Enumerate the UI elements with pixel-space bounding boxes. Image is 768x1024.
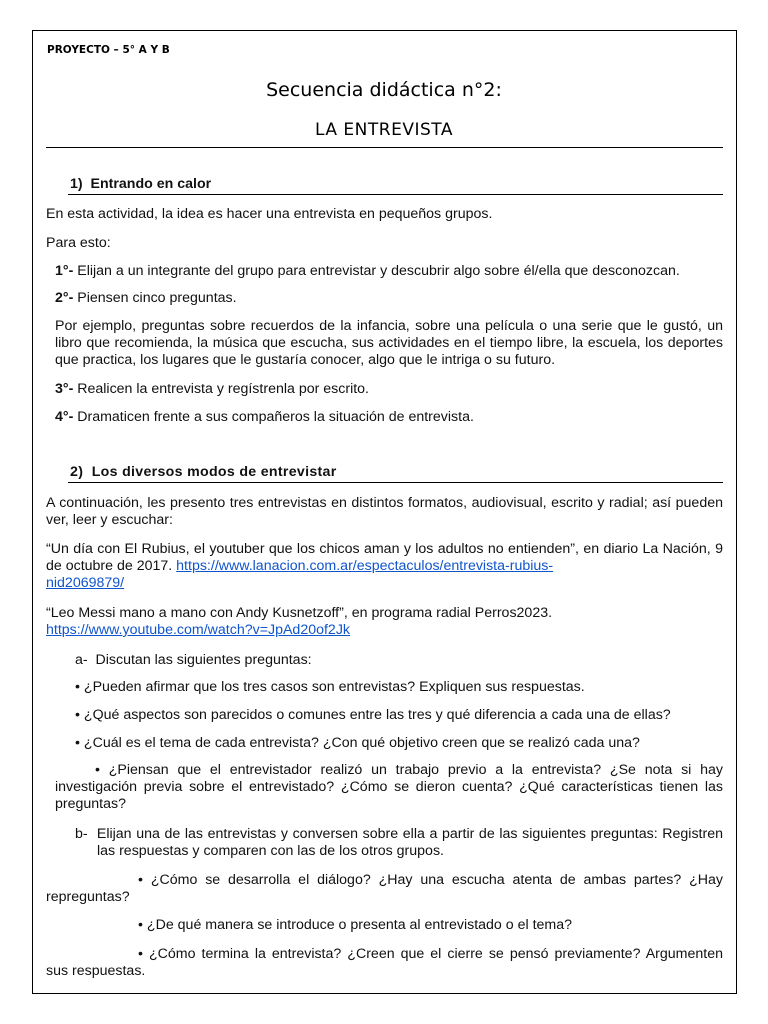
reference-2-link[interactable]: https://www.youtube.com/watch?v=JpAd20of2Jk [46, 622, 351, 638]
question-a-3-text: ¿Cuál es el tema de cada entrevista? ¿Con qué objetivo creen que se realizó cada una? [83, 735, 640, 751]
question-a-2-text: ¿Qué aspectos son parecidos o comunes entre las tres y qué diferencia a cada una de ellas? [83, 707, 671, 723]
item-a-text: Discutan las siguientes preguntas: [95, 652, 312, 668]
page-subtitle: LA ENTREVISTA [315, 120, 453, 140]
item-a [75, 652, 312, 669]
bullet: • [95, 762, 100, 778]
reference-1-link[interactable]: https://www.lanacion.com.ar/espectaculos/entrevista-rubius- [176, 558, 554, 574]
section1-example: Por ejemplo, preguntas sobre recuerdos de la infancia, sobre una película o una serie que le gustó, un libro que recomienda, la música que escucha, sus actividades en el tiempo libre, la escuela, los deportes que practica, los lugares que le gustaría conocer, algo que le intriga o su futuro. [55, 318, 723, 368]
page-title: Secuencia didáctica n°2: [266, 79, 502, 101]
reference-2-text: “Leo Messi mano a mano con Andy Kusnetzoff”, en programa radial Perros2023. [46, 605, 553, 621]
item-a-label: a- [75, 652, 88, 668]
step-4 [55, 409, 725, 426]
section1-divider [68, 194, 723, 195]
step-3-number: 3°- [55, 381, 74, 397]
step-4-number: 4°- [55, 409, 74, 425]
question-b-1 [46, 872, 723, 906]
section2-heading [70, 464, 337, 481]
question-b-3-text: ¿Cómo termina la entrevista? ¿Creen que el cierre se pensó previamente? Argumenten sus respuestas. [46, 946, 723, 979]
bullet: • [138, 917, 143, 933]
step-1 [55, 263, 725, 280]
bullet: • [75, 707, 80, 723]
step-3 [55, 381, 725, 398]
project-label: PROYECTO – 5° A Y B [47, 44, 170, 56]
question-a-4 [55, 762, 723, 813]
question-a-4-text: ¿Piensan que el entrevistador realizó un trabajo previo a la entrevista? ¿Se nota si hay investigación previa sobre el entrevistado? ¿Cómo se dieron cuenta? ¿Qué características tienen las preguntas? [55, 762, 723, 812]
item-b-label: b- [75, 826, 88, 842]
step-2-text: Piensen cinco preguntas. [73, 290, 237, 306]
section1-intro: En esta actividad, la idea es hacer una entrevista en pequeños grupos. [46, 206, 493, 222]
question-a-2 [75, 707, 725, 724]
bullet: • [138, 946, 143, 962]
section1-number: 1) [70, 176, 83, 192]
section1-para-esto: Para esto: [46, 235, 111, 251]
bullet: • [75, 679, 80, 695]
question-b-1-text: ¿Cómo se desarrolla el diálogo? ¿Hay una escucha atenta de ambas partes? ¿Hay repreguntas? [46, 872, 723, 905]
step-3-text: Realicen la entrevista y regístrenla por escrito. [73, 381, 370, 397]
step-4-text: Dramaticen frente a sus compañeros la situación de entrevista. [73, 409, 474, 425]
title-divider [46, 147, 723, 148]
item-b [75, 826, 723, 860]
question-b-2 [46, 917, 723, 934]
bullet: • [75, 735, 80, 751]
question-a-1-text: ¿Pueden afirmar que los tres casos son entrevistas? Expliquen sus respuestas. [83, 679, 585, 695]
section1-heading [70, 176, 211, 193]
bullet: • [138, 872, 143, 888]
section2-title: Los diversos modos de entrevistar [91, 464, 337, 480]
step-1-number: 1°- [55, 263, 74, 279]
step-2 [55, 290, 725, 307]
section1-title: Entrando en calor [90, 176, 212, 192]
question-b-3 [46, 946, 723, 980]
question-b-2-text: ¿De qué manera se introduce o presenta al entrevistado o el tema? [146, 917, 573, 933]
step-2-number: 2°- [55, 290, 74, 306]
section2-intro: A continuación, les presento tres entrevistas en distintos formatos, audiovisual, escrito y radial; así pueden ver, leer y escuchar: [46, 495, 723, 528]
reference-2 [46, 605, 723, 639]
question-a-3 [75, 735, 725, 752]
section2-number: 2) [70, 464, 84, 480]
reference-1-text: “Un día con El Rubius, el youtuber que los chicos aman y los adultos no entienden”, en diario La Nación, 9 de octubre de 2017. [46, 541, 723, 574]
item-b-text: Elijan una de las entrevistas y conversen sobre ella a partir de las siguientes preguntas: Registren las respuestas y comparen con las de los otros grupos. [96, 826, 723, 859]
reference-1 [46, 541, 723, 592]
reference-1-link-cont[interactable]: nid2069879/ [46, 575, 125, 591]
section2-divider [68, 482, 723, 483]
question-a-1 [75, 679, 725, 696]
step-1-text: Elijan a un integrante del grupo para entrevistar y descubrir algo sobre él/ella que desconozcan. [73, 263, 680, 279]
